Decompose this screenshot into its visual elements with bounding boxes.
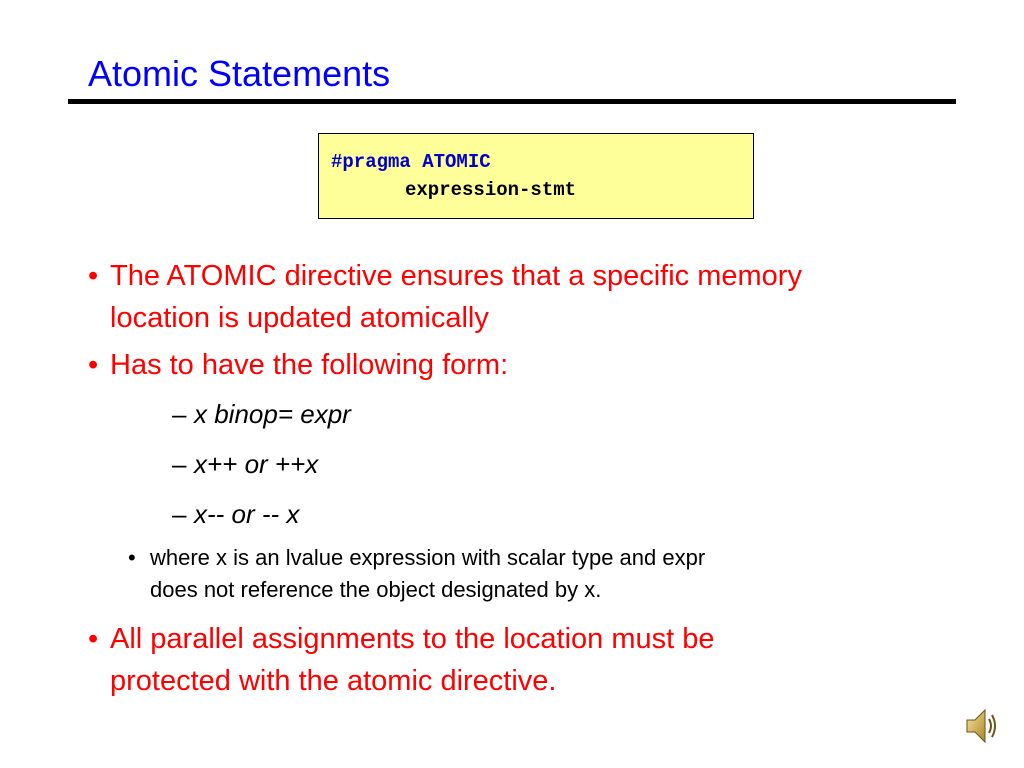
bullet-dot: •: [88, 349, 99, 381]
form-text: x binop= expr: [194, 399, 351, 429]
form-item: [172, 496, 572, 532]
title-divider: [68, 99, 956, 104]
form-item: [172, 446, 572, 482]
speaker-icon-graphic: [964, 704, 1000, 748]
dash-marker: –: [172, 399, 187, 429]
bullet-text-line2: protected with the atomic directive.: [110, 665, 557, 697]
code-expression: expression-stmt: [405, 179, 577, 201]
note-item: [128, 542, 968, 606]
dash-marker: –: [172, 449, 187, 479]
note-text-line2: does not reference the object designated by x.: [150, 577, 602, 602]
form-item: [172, 396, 572, 432]
bullet-form: [88, 344, 788, 386]
bullet-text: Has to have the following form:: [110, 349, 509, 381]
speaker-icon[interactable]: [964, 704, 1000, 748]
bullet-dot: •: [88, 260, 99, 292]
form-text: x-- or -- x: [194, 499, 300, 529]
note-text-line1: where x is an lvalue expression with scalar type and expr: [150, 545, 706, 570]
code-box: [318, 133, 754, 219]
bullet-atomic-directive: [88, 255, 968, 339]
bullet-text-line1: The ATOMIC directive ensures that a specific memory: [110, 260, 802, 292]
code-pragma: #pragma ATOMIC: [331, 151, 491, 173]
dash-marker: –: [172, 499, 187, 529]
bullet-text-line2: location is updated atomically: [110, 302, 489, 334]
bullet-parallel-assignments: [88, 618, 968, 702]
bullet-text-line1: All parallel assignments to the location must be: [110, 623, 715, 655]
bullet-dot: •: [88, 623, 99, 655]
bullet-dot: •: [128, 545, 136, 570]
slide-title: Atomic Statements: [88, 53, 391, 94]
form-text: x++ or ++x: [194, 449, 319, 479]
